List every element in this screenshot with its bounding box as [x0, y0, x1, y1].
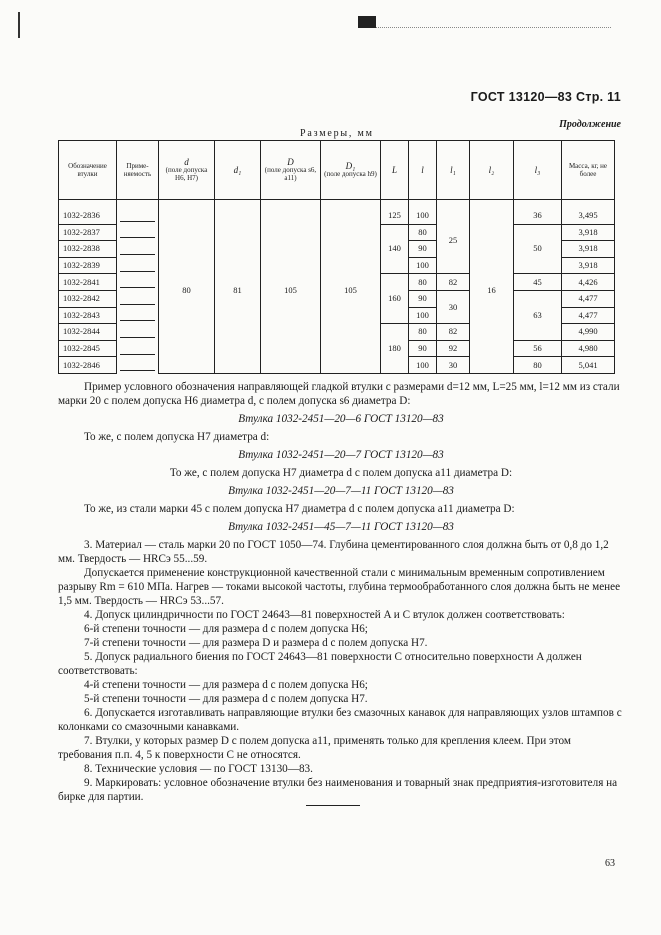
l-cell: 80 [409, 274, 437, 291]
D1-cell: 105 [321, 208, 381, 373]
designation-cell: 1032-2843 [59, 307, 117, 324]
col-mass: Масса, кг, не более [562, 141, 615, 200]
l1-cell: 25 [437, 208, 470, 274]
col-D: D (поле допуска s6, a11) [261, 141, 321, 200]
l-cell: 100 [409, 257, 437, 274]
clause-5: 5. Допуск радиального биения по ГОСТ 24643—81 поверхности C относительно поверхности A должен соответствовать: [58, 651, 582, 677]
l3-cell: 56 [514, 340, 562, 357]
col-L: L [381, 141, 409, 200]
body-text [58, 380, 624, 804]
designation-cell: 1032-2839 [59, 257, 117, 274]
l-cell: 100 [409, 208, 437, 224]
l-cell: 90 [409, 290, 437, 307]
mass-cell: 4,477 [562, 307, 615, 324]
l3-cell: 45 [514, 274, 562, 291]
same-paragraph: То же, из стали марки 45 с полем допуска H7 диаметра d с полем допуска a11 диаметра D: [84, 503, 515, 515]
mass-cell: 4,980 [562, 340, 615, 357]
designation-cell: 1032-2841 [59, 274, 117, 291]
scan-blob [358, 16, 376, 28]
mass-cell: 3,918 [562, 257, 615, 274]
mass-cell: 4,477 [562, 290, 615, 307]
l-cell: 80 [409, 224, 437, 241]
designation-cell: 1032-2836 [59, 208, 117, 224]
same-paragraph: То же, с полем допуска H7 диаметра d: [84, 431, 270, 443]
designation-example: Втулка 1032-2451—20—7 ГОСТ 13120—83 [238, 449, 444, 461]
col-designation: Обозначение втулки [59, 141, 117, 200]
clause-4a: 6-й степени точности — для размера d с полем допуска H6; [84, 623, 368, 635]
applicability-cell [117, 357, 159, 374]
mass-cell: 4,426 [562, 274, 615, 291]
clause-3a: Допускается применение конструкционной качественной стали с минимальным временным сопротивлением разрыву Rm = 610 МПа. Нагрев — токами высокой частоты, глубина термообработанного слоя должна быть не менее 1,5 мм. Твердость — HRCэ 53...57. [58, 567, 621, 607]
designation-cell: 1032-2844 [59, 324, 117, 341]
applicability-cell [117, 290, 159, 307]
col-d: d (поле допуска H6, H7) [159, 141, 215, 200]
designation-cell: 1032-2842 [59, 290, 117, 307]
page-header: ГОСТ 13120—83 Стр. 11 [470, 90, 621, 104]
clause-8: 8. Технические условия — по ГОСТ 13130—83. [84, 763, 313, 775]
designation-cell: 1032-2838 [59, 241, 117, 258]
designation-example: Втулка 1032-2451—45—7—11 ГОСТ 13120—83 [228, 521, 454, 533]
col-applicability: Приме-няемость [117, 141, 159, 200]
designation-cell: 1032-2846 [59, 357, 117, 374]
col-l2: l₂ [470, 141, 514, 200]
table-header-row [59, 141, 615, 200]
L-cell: 180 [381, 324, 409, 374]
designation-example: Втулка 1032-2451—20—6 ГОСТ 13120—83 [238, 413, 444, 425]
l1-cell: 92 [437, 340, 470, 357]
clause-7: 7. Втулки, у которых размер D с полем допуска a11, применять только для крепления клеем. При этом требования п.п. 4, 5 к поверхности C не относятся. [58, 735, 571, 761]
scan-mark [18, 12, 20, 38]
col-l1: l₁ [437, 141, 470, 200]
continuation-label: Продолжение [559, 119, 621, 130]
applicability-cell [117, 241, 159, 258]
l3-cell: 80 [514, 357, 562, 374]
L-cell: 125 [381, 208, 409, 224]
clause-5a: 4-й степени точности — для размера d с полем допуска H6; [84, 679, 368, 691]
applicability-cell [117, 340, 159, 357]
end-rule [306, 805, 360, 806]
l-cell: 100 [409, 307, 437, 324]
mass-cell: 5,041 [562, 357, 615, 374]
l3-cell: 36 [514, 208, 562, 224]
col-D1: D₁ (поле допуска h9) [321, 141, 381, 200]
col-l: l [409, 141, 437, 200]
mass-cell: 3,918 [562, 224, 615, 241]
col-l3: l₃ [514, 141, 562, 200]
applicability-cell [117, 307, 159, 324]
table-caption: Размеры, мм [300, 128, 374, 139]
mass-cell: 3,918 [562, 241, 615, 258]
l3-cell: 63 [514, 290, 562, 340]
applicability-cell [117, 224, 159, 241]
l2-cell: 16 [470, 208, 514, 373]
d-cell: 80 [159, 208, 215, 373]
applicability-cell [117, 208, 159, 224]
l1-cell: 82 [437, 274, 470, 291]
designation-cell: 1032-2845 [59, 340, 117, 357]
dimensions-table [58, 140, 615, 374]
col-d1: d₁ [215, 141, 261, 200]
l1-cell: 30 [437, 290, 470, 323]
scan-line [376, 27, 611, 29]
applicability-cell [117, 324, 159, 341]
clause-4b: 7-й степени точности — для размера D и размера d с полем допуска H7. [84, 637, 428, 649]
D-cell: 105 [261, 208, 321, 373]
same-paragraph: То же, с полем допуска H7 диаметра d с полем допуска a11 диаметра D: [169, 467, 513, 479]
l3-cell: 50 [514, 224, 562, 274]
example-paragraph: Пример условного обозначения направляющей гладкой втулки с размерами d=12 мм, L=25 мм, l=12 мм из стали марки 20 с полем допуска H6 диаметра d, с полем допуска s6 диаметра D: [58, 381, 620, 407]
l-cell: 80 [409, 324, 437, 341]
clause-3: 3. Материал — сталь марки 20 по ГОСТ 1050—74. Глубина цементированного слоя должна быть от 0,8 до 1,2 мм. Твердость — HRCэ 55...59. [58, 539, 609, 565]
clause-5b: 5-й степени точности — для размера d с полем допуска H7. [84, 693, 368, 705]
clause-9: 9. Маркировать: условное обозначение втулки без наименования и товарный знак предприятия-изготовителя на бирке для партии. [58, 777, 618, 803]
clause-4: 4. Допуск цилиндричности по ГОСТ 24643—81 поверхностей A и C втулок должен соответствовать: [84, 609, 565, 621]
l-cell: 90 [409, 340, 437, 357]
d1-cell: 81 [215, 208, 261, 373]
mass-cell: 3,495 [562, 208, 615, 224]
l-cell: 100 [409, 357, 437, 374]
table-row [59, 208, 615, 224]
l1-cell: 30 [437, 357, 470, 374]
mass-cell: 4,990 [562, 324, 615, 341]
l-cell: 90 [409, 241, 437, 258]
l1-cell: 82 [437, 324, 470, 341]
clause-6: 6. Допускается изготавливать направляющие втулки без смазочных канавок для направляющих узлов штампов с колонками со смазочными канавками. [58, 707, 622, 733]
applicability-cell [117, 257, 159, 274]
applicability-cell [117, 274, 159, 291]
spacer-row [59, 200, 615, 209]
page-number: 63 [605, 858, 615, 869]
designation-example: Втулка 1032-2451—20—7—11 ГОСТ 13120—83 [228, 485, 454, 497]
L-cell: 160 [381, 274, 409, 324]
designation-cell: 1032-2837 [59, 224, 117, 241]
L-cell: 140 [381, 224, 409, 274]
